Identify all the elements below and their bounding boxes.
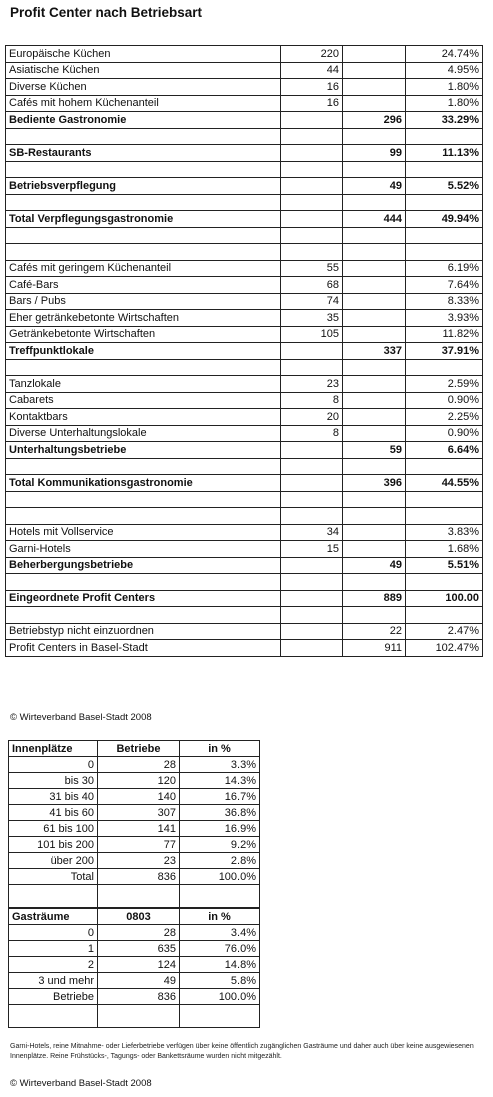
table-row <box>6 46 483 63</box>
table-row <box>6 623 483 640</box>
row-subtotal <box>343 62 406 79</box>
column-header: Betriebe <box>98 741 180 757</box>
row-subtotal: 296 <box>343 112 406 129</box>
row-percent: 11.13% <box>406 145 483 162</box>
table-cell: 0 <box>9 757 98 773</box>
column-header: Gasträume <box>9 909 98 925</box>
row-percent: 11.82% <box>406 326 483 343</box>
row-label: Total Verpflegungsgastronomie <box>6 211 281 228</box>
table-cell: 23 <box>98 853 180 869</box>
table-cell: 0 <box>9 925 98 941</box>
row-subtotal <box>343 128 406 145</box>
table-row <box>6 425 483 442</box>
table-row <box>6 194 483 211</box>
table-cell: 836 <box>98 989 180 1005</box>
table-cell: 41 bis 60 <box>9 805 98 821</box>
row-subtotal <box>343 161 406 178</box>
row-count <box>281 128 343 145</box>
row-label <box>6 227 281 244</box>
row-count <box>281 244 343 261</box>
row-subtotal: 337 <box>343 343 406 360</box>
table-cell: 2 <box>9 957 98 973</box>
row-percent: 100.00 <box>406 590 483 607</box>
table-row <box>6 359 483 376</box>
row-label: Cabarets <box>6 392 281 409</box>
row-count: 15 <box>281 541 343 558</box>
table-cell: 14.8% <box>180 957 260 973</box>
row-count: 55 <box>281 260 343 277</box>
table-row <box>6 392 483 409</box>
row-subtotal <box>343 79 406 96</box>
row-percent: 3.93% <box>406 310 483 327</box>
row-count <box>281 458 343 475</box>
row-subtotal: 889 <box>343 590 406 607</box>
row-subtotal <box>343 227 406 244</box>
row-count <box>281 475 343 492</box>
table-row <box>6 145 483 162</box>
table-cell: bis 30 <box>9 773 98 789</box>
row-label <box>6 359 281 376</box>
row-label: Total Kommunikationsgastronomie <box>6 475 281 492</box>
row-subtotal <box>343 392 406 409</box>
row-subtotal <box>343 244 406 261</box>
row-subtotal <box>343 293 406 310</box>
row-subtotal <box>343 607 406 624</box>
row-percent <box>406 508 483 525</box>
row-label <box>6 194 281 211</box>
row-percent: 2.25% <box>406 409 483 426</box>
row-label: Cafés mit hohem Küchenanteil <box>6 95 281 112</box>
row-percent <box>406 458 483 475</box>
table-row <box>9 821 260 837</box>
table-cell: 3.4% <box>180 925 260 941</box>
table-cell: 31 bis 40 <box>9 789 98 805</box>
table-cell: 36.8% <box>180 805 260 821</box>
row-label <box>6 458 281 475</box>
table-row <box>9 773 260 789</box>
row-label: Cafés mit geringem Küchenanteil <box>6 260 281 277</box>
gastraeume-table <box>8 908 260 1028</box>
table-cell: 28 <box>98 757 180 773</box>
row-label: Diverse Unterhaltungslokale <box>6 425 281 442</box>
row-label <box>6 161 281 178</box>
table-row <box>9 869 260 885</box>
table-row <box>6 178 483 195</box>
row-label: Profit Centers in Basel-Stadt <box>6 640 281 657</box>
row-count: 44 <box>281 62 343 79</box>
row-subtotal <box>343 46 406 63</box>
row-label: Kontaktbars <box>6 409 281 426</box>
row-label <box>6 244 281 261</box>
row-count <box>281 607 343 624</box>
row-label: Getränkebetonte Wirtschaften <box>6 326 281 343</box>
table-row <box>6 475 483 492</box>
row-subtotal <box>343 508 406 525</box>
row-percent: 102.47% <box>406 640 483 657</box>
table-row <box>9 853 260 869</box>
row-count: 16 <box>281 79 343 96</box>
table-cell: 16.9% <box>180 821 260 837</box>
row-subtotal: 444 <box>343 211 406 228</box>
row-percent <box>406 359 483 376</box>
table-cell: 307 <box>98 805 180 821</box>
row-subtotal: 59 <box>343 442 406 459</box>
table-cell: 141 <box>98 821 180 837</box>
row-percent: 2.47% <box>406 623 483 640</box>
row-label: Eher getränkebetonte Wirtschaften <box>6 310 281 327</box>
row-count <box>281 442 343 459</box>
empty-cell <box>98 1005 180 1028</box>
row-subtotal: 22 <box>343 623 406 640</box>
row-count <box>281 491 343 508</box>
row-count: 35 <box>281 310 343 327</box>
row-count <box>281 640 343 657</box>
table-row <box>6 491 483 508</box>
table-cell: 101 bis 200 <box>9 837 98 853</box>
row-count <box>281 574 343 591</box>
table-cell: 77 <box>98 837 180 853</box>
table-row <box>6 310 483 327</box>
row-count <box>281 227 343 244</box>
row-count <box>281 178 343 195</box>
row-label: Diverse Küchen <box>6 79 281 96</box>
table-cell: 49 <box>98 973 180 989</box>
row-subtotal <box>343 277 406 294</box>
row-subtotal <box>343 574 406 591</box>
row-subtotal: 49 <box>343 178 406 195</box>
row-count: 74 <box>281 293 343 310</box>
page-title: Profit Center nach Betriebsart <box>10 5 203 20</box>
table-row <box>9 973 260 989</box>
row-subtotal <box>343 425 406 442</box>
empty-cell <box>180 1005 260 1028</box>
column-header: in % <box>180 741 260 757</box>
table-cell: 124 <box>98 957 180 973</box>
row-count <box>281 557 343 574</box>
row-percent: 1.68% <box>406 541 483 558</box>
table-cell: 836 <box>98 869 180 885</box>
row-subtotal <box>343 359 406 376</box>
table-cell: 635 <box>98 941 180 957</box>
row-percent: 7.64% <box>406 277 483 294</box>
table-row <box>6 343 483 360</box>
row-percent: 1.80% <box>406 95 483 112</box>
footnote: Garni-Hotels, reine Mitnahme- oder Lieferbetriebe verfügen über keine öffentlich zugänglichen Gasträume und daher auch über keine ausgewiesenen Innenplätze. Reine Frühstücks-, Tagungs- oder Bankettsräume wurden nicht mitgezählt. <box>10 1043 474 1060</box>
row-percent: 24.74% <box>406 46 483 63</box>
row-label: Betriebstyp nicht einzuordnen <box>6 623 281 640</box>
row-subtotal <box>343 95 406 112</box>
empty-cell <box>9 885 98 908</box>
table-cell: Betriebe <box>9 989 98 1005</box>
row-percent: 1.80% <box>406 79 483 96</box>
table-row <box>9 837 260 853</box>
row-percent <box>406 607 483 624</box>
row-count: 8 <box>281 425 343 442</box>
row-count <box>281 590 343 607</box>
row-label: Tanzlokale <box>6 376 281 393</box>
table-cell: 3.3% <box>180 757 260 773</box>
row-subtotal <box>343 260 406 277</box>
row-label <box>6 128 281 145</box>
empty-row <box>9 1005 260 1028</box>
row-percent <box>406 574 483 591</box>
row-label: Unterhaltungsbetriebe <box>6 442 281 459</box>
column-header: in % <box>180 909 260 925</box>
row-subtotal: 911 <box>343 640 406 657</box>
row-count <box>281 623 343 640</box>
table-row <box>6 95 483 112</box>
empty-cell <box>180 885 260 908</box>
row-count <box>281 343 343 360</box>
row-label: Betriebsverpflegung <box>6 178 281 195</box>
row-percent: 2.59% <box>406 376 483 393</box>
table-cell: 5.8% <box>180 973 260 989</box>
row-percent <box>406 491 483 508</box>
row-subtotal: 396 <box>343 475 406 492</box>
row-count: 220 <box>281 46 343 63</box>
row-percent: 49.94% <box>406 211 483 228</box>
table-row <box>6 326 483 343</box>
row-percent: 33.29% <box>406 112 483 129</box>
row-count: 8 <box>281 392 343 409</box>
row-label: Treffpunktlokale <box>6 343 281 360</box>
row-percent: 8.33% <box>406 293 483 310</box>
row-label <box>6 491 281 508</box>
table-row <box>6 590 483 607</box>
row-count <box>281 145 343 162</box>
table-row <box>9 957 260 973</box>
row-percent <box>406 161 483 178</box>
row-label <box>6 607 281 624</box>
table-row <box>6 161 483 178</box>
row-count: 20 <box>281 409 343 426</box>
row-count <box>281 211 343 228</box>
row-label: Eingeordnete Profit Centers <box>6 590 281 607</box>
row-subtotal <box>343 409 406 426</box>
table-row <box>6 458 483 475</box>
copyright-note: © Wirteverband Basel-Stadt 2008 <box>10 712 152 723</box>
table-row <box>6 442 483 459</box>
table-row <box>6 607 483 624</box>
row-count: 34 <box>281 524 343 541</box>
row-percent <box>406 128 483 145</box>
row-label: Europäische Küchen <box>6 46 281 63</box>
empty-row <box>9 885 260 908</box>
row-subtotal <box>343 458 406 475</box>
table-row <box>9 989 260 1005</box>
row-label <box>6 508 281 525</box>
table-row <box>6 277 483 294</box>
row-subtotal: 49 <box>343 557 406 574</box>
table-row <box>6 574 483 591</box>
table-cell: 120 <box>98 773 180 789</box>
row-percent: 37.91% <box>406 343 483 360</box>
column-header: 0803 <box>98 909 180 925</box>
table-row <box>9 757 260 773</box>
table-row <box>9 789 260 805</box>
table-cell: 76.0% <box>180 941 260 957</box>
table-row <box>6 128 483 145</box>
empty-cell <box>98 885 180 908</box>
table-cell: 9.2% <box>180 837 260 853</box>
row-count <box>281 161 343 178</box>
row-percent: 5.51% <box>406 557 483 574</box>
row-percent: 6.64% <box>406 442 483 459</box>
row-subtotal <box>343 194 406 211</box>
table-row <box>6 227 483 244</box>
table-row <box>6 211 483 228</box>
table-row <box>6 244 483 261</box>
row-label: Garni-Hotels <box>6 541 281 558</box>
table-cell: 140 <box>98 789 180 805</box>
row-label <box>6 574 281 591</box>
row-label: Café-Bars <box>6 277 281 294</box>
row-label: Bediente Gastronomie <box>6 112 281 129</box>
row-subtotal <box>343 376 406 393</box>
table-row <box>6 112 483 129</box>
table-row <box>6 376 483 393</box>
row-label: Bars / Pubs <box>6 293 281 310</box>
row-subtotal <box>343 326 406 343</box>
table-row <box>6 260 483 277</box>
profit-center-table <box>5 45 483 657</box>
row-percent: 4.95% <box>406 62 483 79</box>
table-row <box>9 941 260 957</box>
table-cell: 100.0% <box>180 989 260 1005</box>
table-row <box>6 409 483 426</box>
table-cell: 14.3% <box>180 773 260 789</box>
row-count: 23 <box>281 376 343 393</box>
row-label: SB-Restaurants <box>6 145 281 162</box>
table-row <box>6 293 483 310</box>
copyright-note-bottom: © Wirteverband Basel-Stadt 2008 <box>10 1078 152 1089</box>
row-subtotal: 99 <box>343 145 406 162</box>
row-count <box>281 359 343 376</box>
table-header-row <box>9 741 260 757</box>
table-cell: 100.0% <box>180 869 260 885</box>
table-row <box>9 925 260 941</box>
table-cell: 3 und mehr <box>9 973 98 989</box>
row-label: Hotels mit Vollservice <box>6 524 281 541</box>
table-row <box>6 62 483 79</box>
row-percent: 3.83% <box>406 524 483 541</box>
table-cell: 28 <box>98 925 180 941</box>
empty-cell <box>9 1005 98 1028</box>
row-percent: 44.55% <box>406 475 483 492</box>
table-cell: Total <box>9 869 98 885</box>
table-row <box>6 541 483 558</box>
table-row <box>9 805 260 821</box>
table-row <box>6 640 483 657</box>
table-cell: 1 <box>9 941 98 957</box>
row-label: Beherbergungsbetriebe <box>6 557 281 574</box>
table-header-row <box>9 909 260 925</box>
row-subtotal <box>343 310 406 327</box>
row-percent: 0.90% <box>406 392 483 409</box>
row-label: Asiatische Küchen <box>6 62 281 79</box>
innenplaetze-table <box>8 740 260 908</box>
column-header: Innenplätze <box>9 741 98 757</box>
table-row <box>6 508 483 525</box>
table-cell: 16.7% <box>180 789 260 805</box>
row-subtotal <box>343 491 406 508</box>
table-cell: 2.8% <box>180 853 260 869</box>
row-percent: 0.90% <box>406 425 483 442</box>
table-cell: 61 bis 100 <box>9 821 98 837</box>
row-percent <box>406 227 483 244</box>
row-subtotal <box>343 524 406 541</box>
row-percent: 5.52% <box>406 178 483 195</box>
row-count: 16 <box>281 95 343 112</box>
table-row <box>6 524 483 541</box>
row-count <box>281 194 343 211</box>
table-cell: über 200 <box>9 853 98 869</box>
row-percent: 6.19% <box>406 260 483 277</box>
table-row <box>6 557 483 574</box>
row-count <box>281 112 343 129</box>
row-percent <box>406 244 483 261</box>
row-subtotal <box>343 541 406 558</box>
table-row <box>6 79 483 96</box>
row-percent <box>406 194 483 211</box>
row-count: 105 <box>281 326 343 343</box>
row-count: 68 <box>281 277 343 294</box>
row-count <box>281 508 343 525</box>
